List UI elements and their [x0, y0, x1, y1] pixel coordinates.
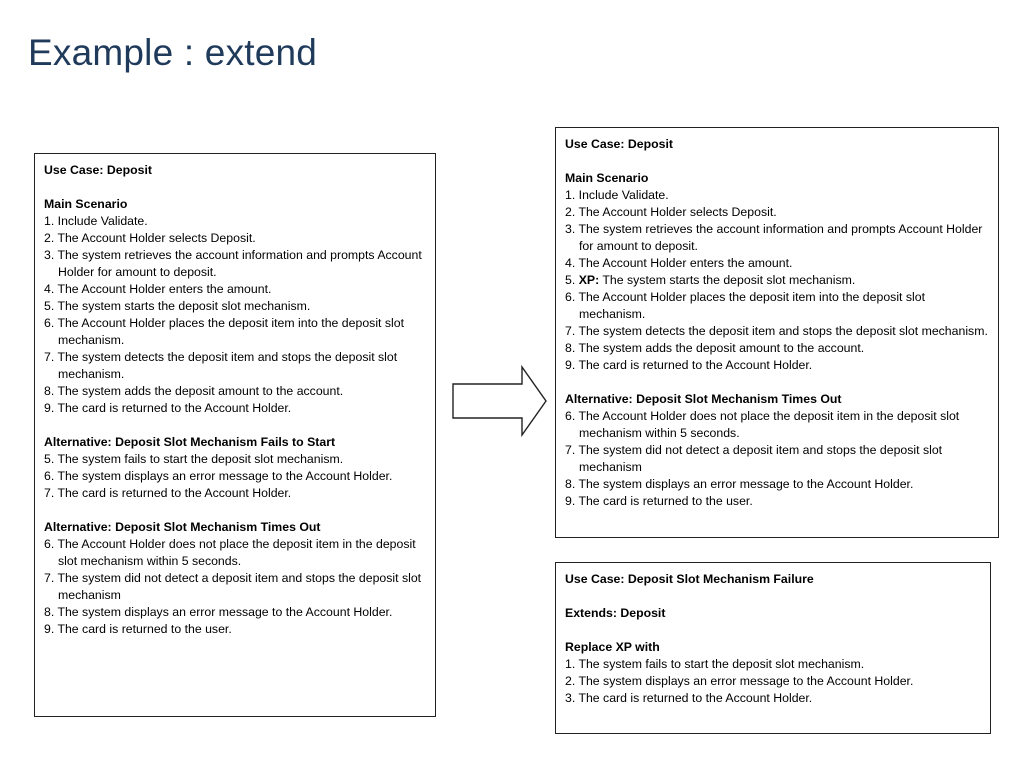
use-case-title: Use Case: Deposit — [565, 137, 673, 151]
step: 1. Include Validate. — [44, 214, 148, 228]
alternative-fails-heading: Alternative: Deposit Slot Mechanism Fails to Start — [44, 435, 336, 449]
xp-step — [565, 272, 989, 289]
step: 8. The system displays an error message to the Account Holder. — [565, 477, 914, 491]
step: 9. The card is returned to the user. — [565, 494, 753, 508]
alternative-times-out-heading: Alternative: Deposit Slot Mechanism Times Out — [44, 520, 321, 534]
use-case-title: Use Case: Deposit Slot Mechanism Failure — [565, 572, 814, 586]
step: 1. Include Validate. — [565, 188, 669, 202]
main-scenario-steps — [565, 187, 989, 374]
main-scenario-steps — [44, 213, 426, 417]
xp-text: The system starts the deposit slot mechanism. — [602, 273, 856, 287]
xp-label: XP: — [578, 273, 600, 287]
use-case-deposit-box — [34, 153, 436, 717]
step: 8. The system adds the deposit amount to the account. — [565, 341, 865, 355]
replace-steps — [565, 656, 981, 707]
step: 7. The system detects the deposit item and stops the deposit slot mechanism. — [565, 324, 988, 338]
step: 6. The Account Holder does not place the deposit item in the deposit slot mechanism within 5 seconds. — [44, 537, 416, 568]
step: 3. The card is returned to the Account Holder. — [565, 691, 813, 705]
step: 3. The system retrieves the account information and prompts Account Holder for amount to deposit. — [565, 222, 983, 253]
use-case-deposit-xp-box — [555, 127, 999, 538]
step: 7. The card is returned to the Account Holder. — [44, 486, 292, 500]
extends-label: Extends: Deposit — [565, 606, 666, 620]
use-case-title: Use Case: Deposit — [44, 163, 152, 177]
xp-step-number: 5. — [565, 273, 576, 287]
step: 5. The system starts the deposit slot mechanism. — [44, 299, 311, 313]
step: 7. The system did not detect a deposit item and stops the deposit slot mechanism — [44, 571, 422, 602]
step: 9. The card is returned to the user. — [44, 622, 232, 636]
step: 4. The Account Holder enters the amount. — [44, 282, 272, 296]
page-title: Example : extend — [28, 32, 318, 73]
step: 6. The Account Holder places the deposit item into the deposit slot mechanism. — [44, 316, 405, 347]
step: 9. The card is returned to the Account Holder. — [44, 401, 292, 415]
alternative-times-out-steps — [565, 408, 989, 510]
main-scenario-heading: Main Scenario — [44, 197, 128, 211]
step: 4. The Account Holder enters the amount. — [565, 256, 793, 270]
step: 7. The system did not detect a deposit item and stops the deposit slot mechanism — [565, 443, 943, 474]
step: 3. The system retrieves the account information and prompts Account Holder for amount to deposit. — [44, 248, 422, 279]
step: 6. The Account Holder does not place the deposit item in the deposit slot mechanism within 5 seconds. — [565, 409, 960, 440]
replace-xp-heading: Replace XP with — [565, 640, 660, 654]
step: 6. The system displays an error message to the Account Holder. — [44, 469, 393, 483]
step: 6. The Account Holder places the deposit item into the deposit slot mechanism. — [565, 290, 926, 321]
step: 8. The system displays an error message to the Account Holder. — [44, 605, 393, 619]
step: 2. The Account Holder selects Deposit. — [565, 205, 777, 219]
step: 8. The system adds the deposit amount to the account. — [44, 384, 344, 398]
main-scenario-heading: Main Scenario — [565, 171, 649, 185]
use-case-failure-box — [555, 562, 991, 734]
step: 2. The Account Holder selects Deposit. — [44, 231, 256, 245]
alternative-times-out-steps — [44, 536, 426, 638]
step: 1. The system fails to start the deposit slot mechanism. — [565, 657, 865, 671]
step: 2. The system displays an error message to the Account Holder. — [565, 674, 914, 688]
right-arrow-icon — [451, 365, 549, 437]
step: 7. The system detects the deposit item and stops the deposit slot mechanism. — [44, 350, 398, 381]
alternative-fails-steps — [44, 451, 426, 502]
step: 9. The card is returned to the Account Holder. — [565, 358, 813, 372]
alternative-times-out-heading: Alternative: Deposit Slot Mechanism Times Out — [565, 392, 842, 406]
step: 5. The system fails to start the deposit slot mechanism. — [44, 452, 344, 466]
